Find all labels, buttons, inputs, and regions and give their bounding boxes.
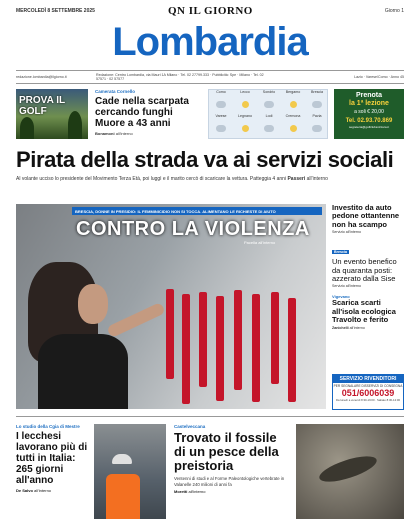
- article-headline[interactable]: I lecchesi lavorano più di tutti in Italia: 265 giorni all'anno: [16, 431, 88, 486]
- article-byline: De Salvo all'interno: [16, 488, 52, 493]
- right-article-headline[interactable]: Scarica scarti all'isola ecologica Travolto e ferito: [332, 298, 396, 325]
- weather-box: [208, 89, 328, 139]
- weather-cell: Sondrio: [257, 90, 281, 114]
- weather-cell: Pavia: [305, 114, 329, 138]
- teaser-headline[interactable]: Cade nella scarpata cercando funghi Muore a 43 anni: [95, 96, 189, 129]
- ad-phone: Tel. 02.93.70.869: [345, 118, 393, 124]
- golf-lesson-ad[interactable]: [334, 89, 404, 139]
- article-fossile[interactable]: [174, 424, 290, 494]
- teaser-cade[interactable]: [95, 89, 205, 136]
- ad-web: segreteria@golfclubsvizzera.it: [348, 125, 390, 129]
- right-article[interactable]: [332, 294, 404, 329]
- weather-cell: Como: [209, 90, 233, 114]
- right-article-tag: Brescia: [334, 250, 347, 255]
- teaser-byline: Bonamoni all'interno: [95, 131, 133, 136]
- red-ribbon: [271, 292, 279, 384]
- article-kicker: Castelveccana: [174, 424, 206, 429]
- weather-cell: Lecco: [233, 90, 257, 114]
- red-ribbon: [199, 292, 207, 387]
- red-ribbon: [234, 290, 242, 390]
- section-divider: [16, 416, 404, 417]
- right-column: [332, 204, 404, 336]
- article-kicker: Lo studio della Cgia di Mestre: [16, 424, 80, 429]
- tree-shape: [20, 117, 34, 139]
- red-ribbon: [216, 296, 224, 401]
- right-article-byline: Servizio all'interno: [332, 284, 362, 289]
- photo-figure: [106, 474, 140, 519]
- brand-logo[interactable]: QN IL GIORNO: [168, 5, 253, 17]
- edition-info: Lazio · Varese/Como · Anno 45: [354, 75, 404, 79]
- masthead: [0, 18, 420, 66]
- issue-date: MERCOLEDÌ 8 SETTEMBRE 2025: [16, 8, 95, 14]
- golf-ad-image[interactable]: [16, 89, 88, 139]
- photo-figure: [317, 451, 380, 487]
- right-article[interactable]: [332, 240, 404, 288]
- masthead-title[interactable]: Lombardia: [112, 20, 308, 64]
- article-headline[interactable]: Trovato il fossile di un pesce della preistoria: [174, 430, 279, 473]
- edition-label: Giorno 1: [384, 8, 404, 14]
- top-bar: [0, 0, 420, 18]
- article-summary: Ventenni di studi e al Forme Paleontologiche vertebrate in Valanelle 240 milioni di anni fa: [174, 476, 285, 487]
- photo-overline: BRESCIA, DONNE IN PRESIDIO: IL FEMMINICIDIO NON SI TOCCA. ALIMENTANO LE RICHIESTE DI AIUTO: [72, 207, 322, 215]
- main-subtitle: Al volante ucciso lo presidente del Movimento Terza Età, poi luggì e il marito cercò di scaricare la vettura. Patteggia 4 anni Passeri all'interno: [16, 176, 328, 182]
- right-article-headline[interactable]: Investito da auto pedone ottantenne non ha scampo: [332, 203, 400, 229]
- photo-figure: [78, 284, 108, 324]
- weather-cell: Brescia: [305, 90, 329, 114]
- teaser-kicker: Camerata Cornello: [95, 89, 136, 94]
- right-article-byline: Zanichelli all'interno: [332, 325, 365, 330]
- info-bar: [16, 70, 404, 84]
- photo-headline[interactable]: CONTRO LA VIOLENZA: [76, 218, 310, 240]
- weather-cell: Cremona: [281, 114, 305, 138]
- service-hours: Da lunedì a venerdì 8:30-19:00 · Sabato 8:30-12:00: [335, 398, 401, 402]
- red-ribbon: [166, 289, 174, 379]
- ad-price: a soli € 20,00: [354, 109, 384, 115]
- weather-cell: Lodi: [257, 114, 281, 138]
- service-title: SERVIZIO RIVENDITORI: [333, 375, 403, 383]
- photo-byline: Pacella all'interno: [244, 240, 276, 245]
- red-ribbon: [288, 298, 296, 402]
- worker-photo[interactable]: [94, 424, 166, 519]
- lead-photo[interactable]: [16, 204, 326, 409]
- article-cgia[interactable]: [16, 424, 91, 493]
- weather-cell: Bergamo: [281, 90, 305, 114]
- photo-figure: [38, 334, 128, 409]
- service-subtitle: PER SEGNALARE DISSERVIZI DI CONSEGNA: [333, 384, 403, 388]
- photo-figure: [106, 302, 165, 338]
- fossil-photo[interactable]: [296, 424, 404, 519]
- editorial-info: Redazione: Centro Lombardia, via Mauri 1A Milano · Tel. 02 27799.333 · Pubblicità: Spe · Milano · Tel. 02 57571 · 02 57577: [96, 72, 264, 81]
- red-ribbon: [252, 294, 260, 402]
- weather-cell: Varese: [209, 114, 233, 138]
- contact-email[interactable]: redazione.lombardia@ilgiorno.it: [16, 75, 67, 79]
- dealer-service-box[interactable]: [332, 374, 404, 410]
- photo-figure: [112, 454, 132, 464]
- article-byline: Moretti all'interno: [174, 489, 206, 494]
- right-article-byline: Servizio all'interno: [332, 230, 362, 235]
- weather-cell: Legnano: [233, 114, 257, 138]
- right-article-kicker: Vigevano: [332, 294, 350, 300]
- red-ribbon: [182, 294, 190, 404]
- right-article[interactable]: [332, 204, 404, 234]
- right-article-headline[interactable]: Un evento benefico da quaranta posti: azzerato dalla Sise: [332, 257, 397, 284]
- ad-title: Prenota la 1ª lezione: [349, 92, 389, 107]
- main-headline[interactable]: Pirata della strada va ai servizi sociali: [16, 147, 394, 172]
- service-phone[interactable]: 051/6006039: [341, 388, 395, 398]
- golf-ad-label: PROVA IL GOLF: [19, 95, 65, 117]
